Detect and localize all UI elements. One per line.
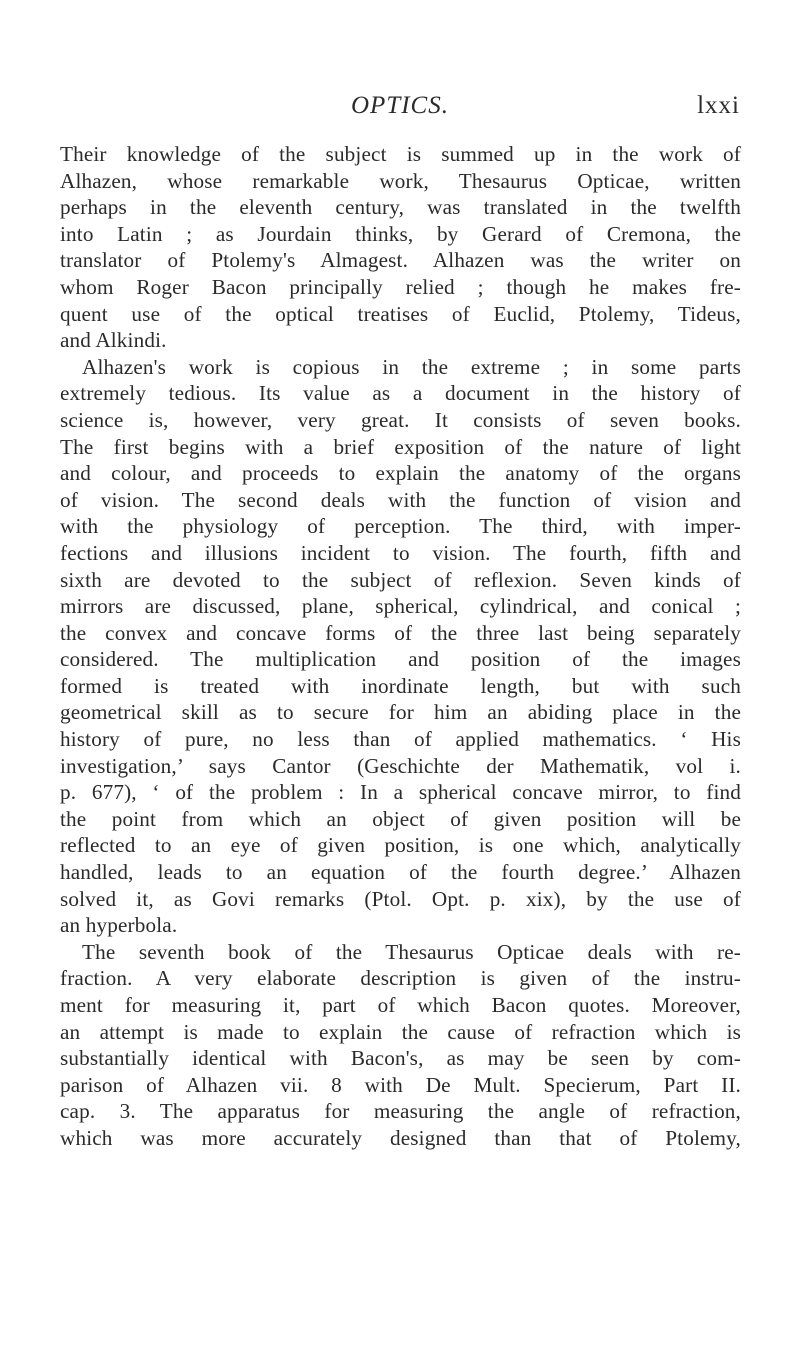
text-line: formed is treated with inordinate length, but with such [60, 673, 741, 698]
text-line: Their knowledge of the subject is summed up in the work of [60, 142, 741, 166]
body-text [60, 141, 741, 1152]
text-line: the convex and concave forms of the three last being separately [60, 620, 741, 645]
running-title: OPTICS. [351, 92, 449, 119]
text-line: and Alkindi. [60, 328, 167, 353]
text-line: which was more accurately designed than that of Ptolemy, [60, 1125, 741, 1150]
text-line: an attempt is made to explain the cause of refraction which is [60, 1019, 741, 1044]
text-line: of vision. The second deals with the function of vision and [60, 487, 741, 512]
text-line: extremely tedious. Its value as a document in the history of [60, 381, 741, 406]
text-line: fraction. A very elaborate description is given of the instru- [60, 966, 741, 991]
page-number: lxxi [697, 92, 740, 119]
text-line: perhaps in the eleventh century, was translated in the twelfth [60, 195, 741, 220]
text-line: Alhazen's work is copious in the extreme ; in some parts [82, 354, 741, 379]
text-line: considered. The multiplication and position of the images [60, 647, 741, 672]
text-line: The first begins with a brief exposition of the nature of light [60, 434, 741, 459]
running-head [0, 92, 800, 132]
text-line: sixth are devoted to the subject of reflexion. Seven kinds of [60, 567, 741, 592]
text-line: translator of Ptolemy's Almagest. Alhazen was the writer on [60, 248, 741, 273]
text-line: quent use of the optical treatises of Euclid, Ptolemy, Tideus, [60, 301, 741, 326]
text-line: reflected to an eye of given position, is one which, analytically [60, 833, 741, 858]
text-line: with the physiology of perception. The third, with imper- [60, 514, 741, 539]
text-line: the point from which an object of given position will be [60, 806, 741, 831]
text-line: parison of Alhazen vii. 8 with De Mult. Specierum, Part II. [60, 1072, 741, 1097]
text-line: whom Roger Bacon principally relied ; though he makes fre- [60, 274, 741, 299]
text-line: history of pure, no less than of applied mathematics. ‘ His [60, 727, 741, 752]
text-line: an hyperbola. [60, 913, 178, 938]
text-line: mirrors are discussed, plane, spherical, cylindrical, and conical ; [60, 594, 741, 619]
text-line: cap. 3. The apparatus for measuring the angle of refraction, [60, 1099, 741, 1124]
text-line: fections and illusions incident to vision. The fourth, fifth and [60, 540, 741, 565]
text-line: substantially identical with Bacon's, as may be seen by com- [60, 1046, 741, 1071]
text-line: geometrical skill as to secure for him an abiding place in the [60, 700, 741, 725]
text-line: The seventh book of the Thesaurus Opticae deals with re- [82, 939, 741, 964]
text-line: and colour, and proceeds to explain the anatomy of the organs [60, 461, 741, 486]
text-line: science is, however, very great. It consists of seven books. [60, 407, 741, 432]
text-line: into Latin ; as Jourdain thinks, by Gerard of Cremona, the [60, 221, 741, 246]
text-line: handled, leads to an equation of the fourth degree.’ Alhazen [60, 860, 741, 885]
text-line: solved it, as Govi remarks (Ptol. Opt. p. xix), by the use of [60, 886, 741, 911]
text-line: ment for measuring it, part of which Bacon quotes. Moreover, [60, 993, 741, 1017]
text-line: Alhazen, whose remarkable work, Thesaurus Opticae, written [60, 168, 741, 193]
text-line: p. 677), ‘ of the problem : In a spherical concave mirror, to find [60, 780, 741, 805]
text-line: investigation,’ says Cantor (Geschichte der Mathematik, vol i. [60, 753, 741, 778]
